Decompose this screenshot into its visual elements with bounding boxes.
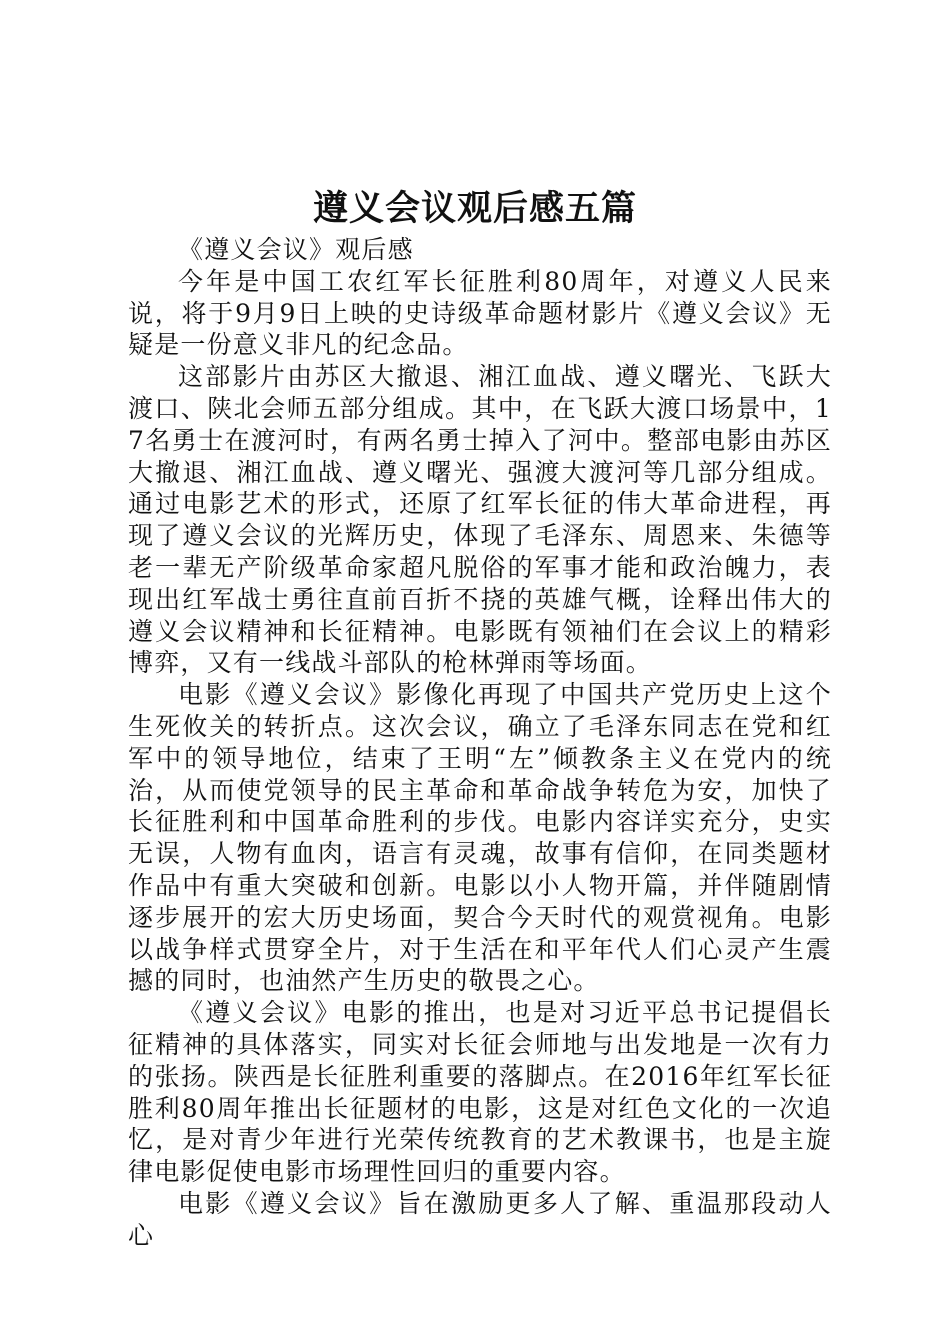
paragraph: 电影《遵义会议》旨在激励更多人了解、重温那段动人心 — [128, 1188, 832, 1250]
paragraph: 《遵义会议》电影的推出，也是对习近平总书记提倡长征精神的具体落实，同实对长征会师地与出发地是一次有力的张扬。陕西是长征胜利重要的落脚点。在2016年红军长征胜利80周年推出长征题材的电影，这是对红色文化的一次追忆，是对青少年进行光荣传统教育的艺术教课书，也是主旋律电影促使电影市场理性回归的重要内容。 — [128, 998, 832, 1187]
paragraph: 电影《遵义会议》影像化再现了中国共产党历史上这个生死攸关的转折点。这次会议，确立了毛泽东同志在党和红军中的领导地位，结束了王明“左”倾教条主义在党内的统治，从而使党领导的民主革命和革命战争转危为安，加快了长征胜利和中国革命胜利的步伐。电影内容详实充分，史实无误，人物有血肉，语言有灵魂，故事有信仰，在同类题材作品中有重大突破和创新。电影以小人物开篇，并伴随剧情逐步展开的宏大历史场面，契合今天时代的观赏视角。电影以战争样式贯穿全片，对于生活在和平年代人们心灵产生震撼的同时，也油然产生历史的敬畏之心。 — [128, 680, 832, 996]
document-title: 遵义会议观后感五篇 — [312, 188, 637, 229]
paragraph: 这部影片由苏区大撤退、湘江血战、遵义曙光、飞跃大渡口、陕北会师五部分组成。其中，在飞跃大渡口场景中，17名勇士在渡河时，有两名勇士掉入了河中。整部电影由苏区大撤退、湘江血战、遵义曙光、强渡大渡河等几部分组成。通过电影艺术的形式，还原了红军长征的伟大革命进程，再现了遵义会议的光辉历史，体现了毛泽东、周恩来、朱德等老一辈无产阶级革命家超凡脱俗的军事才能和政治魄力，表现出红军战士勇往直前百折不挠的英雄气概，诠释出伟大的遵义会议精神和长征精神。电影既有领袖们在会议上的精彩博弈，又有一线战斗部队的枪林弹雨等场面。 — [128, 362, 832, 678]
paragraph: 今年是中国工农红军长征胜利80周年，对遵义人民来说，将于9月9日上映的史诗级革命题材影片《遵义会议》无疑是一份意义非凡的纪念品。 — [128, 266, 832, 360]
paragraph-subtitle: 《遵义会议》观后感 — [178, 235, 414, 264]
document-body — [128, 234, 832, 1252]
